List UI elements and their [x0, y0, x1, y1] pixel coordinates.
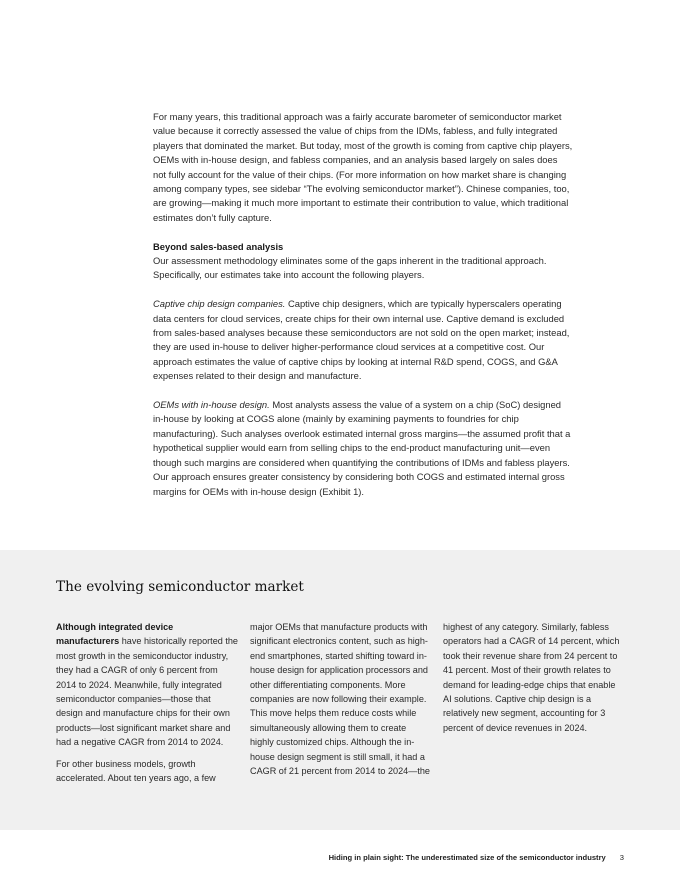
body-paragraph: Our assessment methodology eliminates some of the gaps inherent in the traditional approach. Specifically, our estimates take into account the following players. [153, 255, 547, 281]
section-heading: Beyond sales-based analysis [153, 240, 284, 252]
sidebar-paragraph: major OEMs that manufacture products with significant electronics content, such as high-end smartphones, started shifting toward in-house design for application processors and other differentiating components. More companies are now following their example. This move helps them reduce costs while simultaneously allowing them to create highly customized chips. Although the in-house design segment is still small, it had a CAGR of 21 percent from 2014 to 2024—the [250, 622, 430, 777]
footer-title: Hiding in plain sight: The underestimated size of the semiconductor industry [328, 853, 606, 862]
body-paragraph [153, 297, 573, 383]
body-paragraph [153, 398, 573, 499]
paragraph-text: Captive chip designers, which are typically hyperscalers operating data centers for cloud services, create chips for their own internal use. Captive demand is excluded from sales-based analyses because these semiconductors are not sold on the open market; instead, they are used in-house to deliver higher-performance cloud services at a competitive cost. Our approach estimates the value of captive chips by looking at internal R&D spend, COGS, and G&A expenses related to their design and manufacture. [153, 298, 570, 382]
sidebar-column-1 [56, 620, 238, 785]
sidebar-paragraph: For other business models, growth accelerated. About ten years ago, a few [56, 758, 216, 784]
body-paragraph: For many years, this traditional approach was a fairly accurate barometer of semiconductor market value because it correctly assessed the value of chips from the IDMs, fabless, and fully integrated players that dominated the market. But today, most of the growth is coming from captive chip players, OEMs with in-house design, and fabless companies, and an analysis based largely on sales does not fully account for the value of their chips. (For more information on how market share is changing among company types, see sidebar “The evolving semiconductor market”). Chinese companies, too, are growing—making it much more important to estimate their contribution to value, which traditional estimates don’t fully capture. [153, 111, 573, 223]
paragraph-text: Most analysts assess the value of a system on a chip (SoC) designed in-house by looking at COGS alone (mainly by examining payments to foundries for chip manufacturing). Such analyses overlook estimated internal gross margins—the assumed profit that a hypothetical supplier would earn from selling chips to the end-product manufacturing unit—even though such margins are considered when quantifying the contributions of IDMs and fabless players. Our approach ensures greater consistency by considering both COGS and estimated internal gross margins for OEMs with in-house design (Exhibit 1). [153, 399, 571, 497]
main-body [153, 110, 573, 513]
page-number: 3 [619, 853, 624, 862]
sidebar-box [0, 550, 680, 830]
sidebar-paragraph [56, 620, 238, 750]
sidebar-title: The evolving semiconductor market [56, 579, 304, 595]
paragraph-lead: OEMs with in-house design. [153, 399, 270, 411]
paragraph-lead: Captive chip design companies. [153, 298, 286, 310]
sidebar-lead: Although integrated device manufacturers [56, 622, 174, 647]
sidebar-text: have historically reported the most growth in the semiconductor industry, they had a CAGR of only 6 percent from 2014 to 2024. Meanwhile, fully integrated semiconductor companies—those that design and manufacture chips for their own products—lost significant market share and had a negative CAGR from 2014 to 2024. [56, 636, 238, 748]
sidebar-paragraph: highest of any category. Similarly, fabless operators had a CAGR of 14 percent, which took their revenue share from 24 percent to 41 percent. Most of their growth relates to demand for leading-edge chips that enable AI solutions. Captive chip design is a relatively new segment, accounting for 3 percent of device revenues in 2024. [443, 622, 620, 733]
sidebar-column-2 [250, 620, 432, 778]
page-footer [329, 853, 624, 862]
sidebar-column-3 [443, 620, 625, 735]
